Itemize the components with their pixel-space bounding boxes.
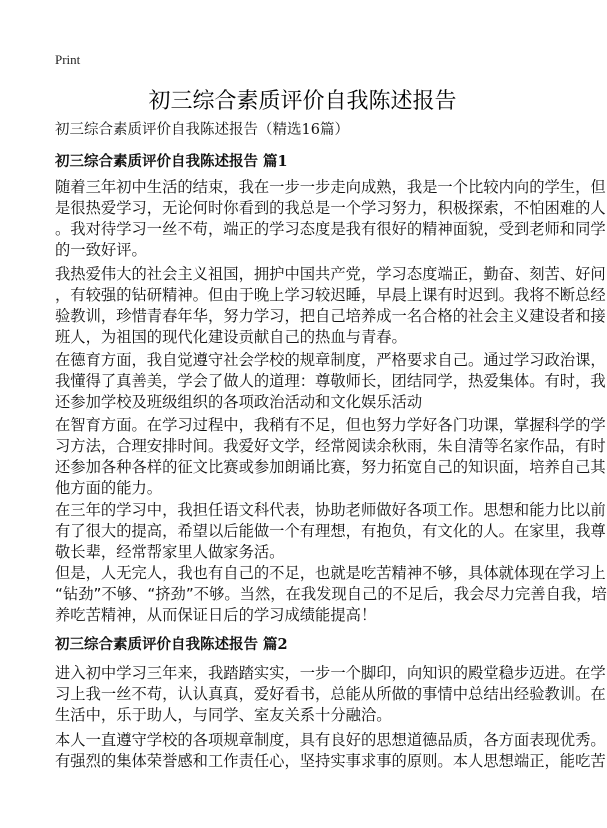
- paragraph-line: 随着三年初中生活的结束，我在一步一步走向成熟，我是一个比较内向的学生，但: [55, 178, 606, 196]
- document-subtitle: 初三综合素质评价自我陈述报告（精选16篇）: [55, 122, 349, 138]
- paragraph: [55, 264, 606, 348]
- paragraph-line: 但是，人无完人，我也有自己的不足，也就是吃苦精神不够，具体就体现在学习上: [55, 564, 606, 582]
- paragraph: [55, 415, 606, 499]
- paragraph-line: 验教训，珍惜青春年华，努力学习，把自己培养成一名合格的社会主义建设者和接: [55, 307, 606, 325]
- paragraph-line: 生活中，乐于助人，与同学、室友关系十分融洽。: [55, 706, 392, 724]
- paragraph-line: 。我对待学习一丝不苟，端正的学习态度是我有很好的精神面貌，受到老师和同学: [55, 220, 606, 238]
- section-heading: 初三综合素质评价自我陈述报告 篇1: [55, 153, 288, 170]
- paragraph-line: 的一致好评。: [55, 241, 147, 259]
- paragraph-line: 有了很大的提高，希望以后能做一个有理想，有抱负，有文化的人。在家里，我尊: [55, 522, 606, 540]
- paragraph-line: “钻劲”不够、“挤劲”不够。当然，在我发现自己的不足后，我会尽力完善自我，培: [55, 585, 607, 603]
- paragraph-line: 习方法，合理安排时间。我爱好文学，经常阅读余秋雨，朱自清等名家作品，有时: [55, 437, 606, 455]
- paragraph-line: 我热爱伟大的社会主义祖国，拥护中国共产党，学习态度端正，勤奋、刻苦、好问: [55, 265, 606, 283]
- paragraph: [55, 500, 606, 563]
- paragraph-line: 他方面的能力。: [55, 479, 163, 497]
- paragraph-line: 班人，为祖国的现代化建设贡献自己的热血与青春。: [55, 328, 407, 346]
- print-label[interactable]: Print: [55, 52, 81, 67]
- paragraph-line: 是很热爱学习，无论何时你看到的我总是一个学习努力，积极探索，不怕困难的人: [55, 199, 606, 217]
- paragraph: [55, 663, 606, 726]
- paragraph-line: 进入初中学习三年来，我踏踏实实，一步一个脚印，向知识的殿堂稳步迈进。在学: [55, 664, 606, 682]
- paragraph-line: 敬长辈，经常帮家里人做家务活。: [55, 543, 285, 561]
- paragraph-line: 习上我一丝不苟，认认真真，爱好看书，总能从所做的事情中总结出经验教训。在: [55, 685, 606, 703]
- paragraph: [55, 350, 606, 413]
- paragraph-line: 养吃苦精神，从而保证日后的学习成绩能提高！: [55, 606, 377, 624]
- paragraph: [55, 177, 606, 261]
- paragraph-line: 还参加各种各样的征文比赛或参加朗诵比赛，努力拓宽自己的知识面，培养自己其: [55, 458, 606, 476]
- paragraph-line: 还参加学校及班级组织的各项政治活动和文化娱乐活动: [55, 393, 423, 411]
- paragraph: [55, 730, 606, 772]
- paragraph: [55, 563, 607, 626]
- paragraph-line: 我懂得了真善美，学会了做人的道理：尊敬师长，团结同学，热爱集体。有时，我: [55, 372, 606, 390]
- paragraph-line: ，有较强的钻研精神。但由于晚上学习较迟睡，早晨上课有时迟到。我将不断总经: [55, 286, 606, 304]
- paragraph-line: 有强烈的集体荣誉感和工作责任心，坚持实事求事的原则。本人思想端正，能吃苦: [55, 752, 606, 770]
- paragraph-line: 在三年的学习中，我担任语文科代表，协助老师做好各项工作。思想和能力比以前: [55, 501, 606, 519]
- paragraph-line: 在德育方面，我自觉遵守社会学校的规章制度，严格要求自己。通过学习政治课，: [55, 351, 606, 369]
- paragraph-line: 本人一直遵守学校的各项规章制度，具有良好的思想道德品质，各方面表现优秀。: [55, 731, 606, 749]
- paragraph-line: 在智育方面。在学习过程中，我稍有不足，但也努力学好各门功课，掌握科学的学: [55, 416, 606, 434]
- document-title: 初三综合素质评价自我陈述报告: [148, 89, 457, 114]
- section-heading: 初三综合素质评价自我陈述报告 篇2: [55, 636, 288, 653]
